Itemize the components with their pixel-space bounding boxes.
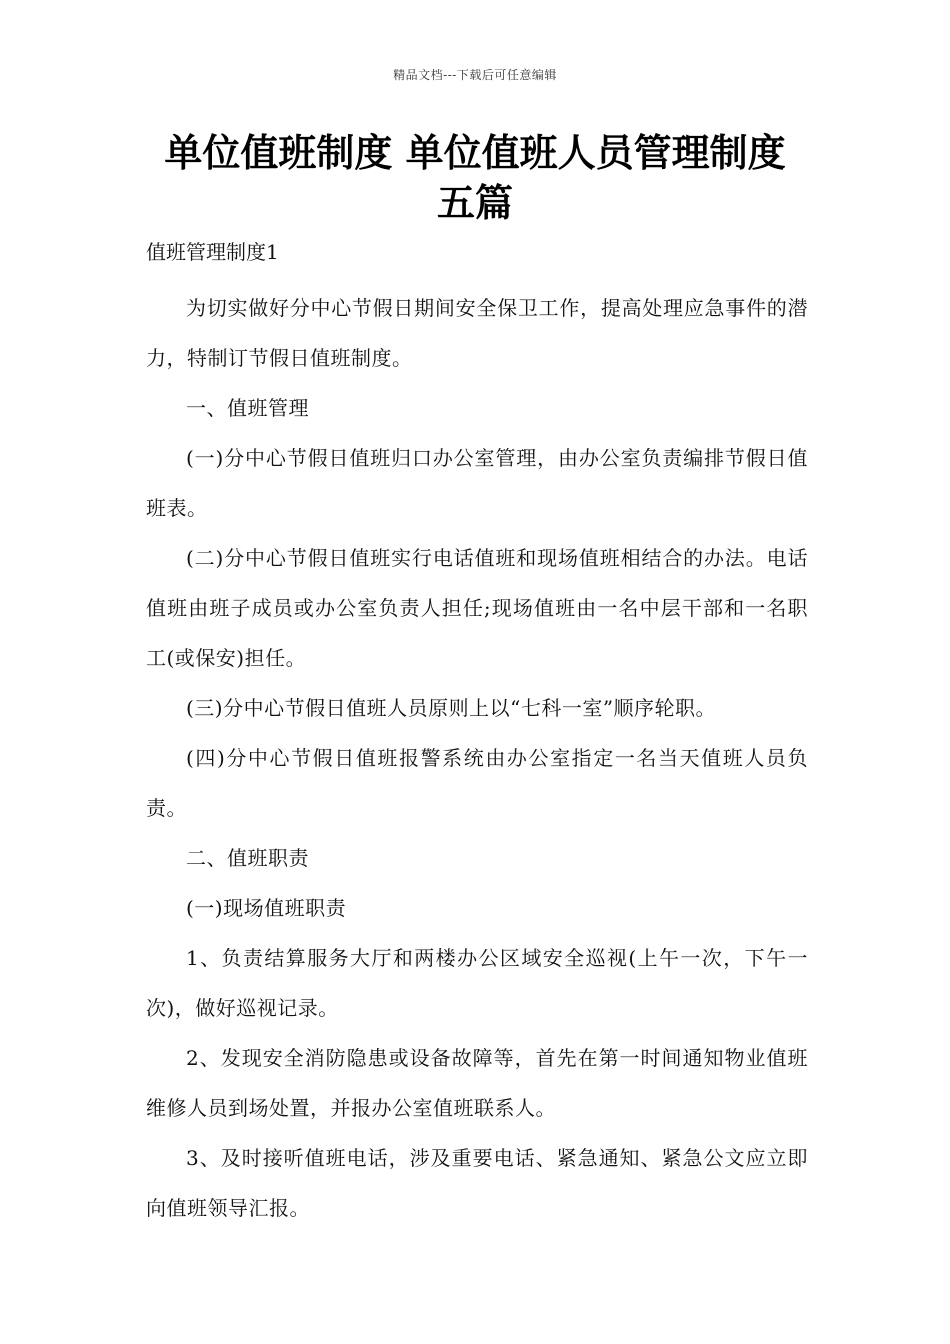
subheading-onsite-duty: (一)现场值班职责: [186, 896, 347, 920]
document-body: [146, 283, 808, 1233]
title-line-1: 单位值班制度 单位值班人员管理制度: [164, 131, 786, 175]
section-heading: 值班管理制度1: [146, 240, 279, 264]
paragraph-intro: 为切实做好分中心节假日期间安全保卫工作，提高处理应急事件的潜力，特制订节假日值班制度。: [146, 296, 808, 370]
document-title: [100, 128, 850, 228]
paragraph-duty-3: 3、及时接听值班电话，涉及重要电话、紧急通知、紧急公文应立即向值班领导汇报。: [146, 1146, 808, 1220]
title-line-2: 五篇: [436, 181, 513, 225]
paragraph-duty-2: 2、发现安全消防隐患或设备故障等，首先在第一时间通知物业值班维修人员到场处置，并报办公室值班联系人。: [146, 1046, 808, 1120]
paragraph-item-1: (一)分中心节假日值班归口办公室管理，由办公室负责编排节假日值班表。: [146, 446, 808, 520]
paragraph-item-3: (三)分中心节假日值班人员原则上以“七科一室”顺序轮职。: [186, 696, 717, 720]
paragraph-item-4: (四)分中心节假日值班报警系统由办公室指定一名当天值班人员负责。: [146, 746, 808, 820]
header-note: 精品文档---下载后可任意编辑: [393, 68, 557, 82]
paragraph-item-2: (二)分中心节假日值班实行电话值班和现场值班相结合的办法。电话值班由班子成员或办公室负责人担任;现场值班由一名中层干部和一名职工(或保安)担任。: [146, 546, 808, 670]
heading-duty-responsibilities: 二、值班职责: [186, 846, 309, 870]
paragraph-duty-1: 1、负责结算服务大厅和两楼办公区域安全巡视(上午一次，下午一次)，做好巡视记录。: [146, 946, 808, 1020]
heading-duty-management: 一、值班管理: [186, 396, 309, 420]
